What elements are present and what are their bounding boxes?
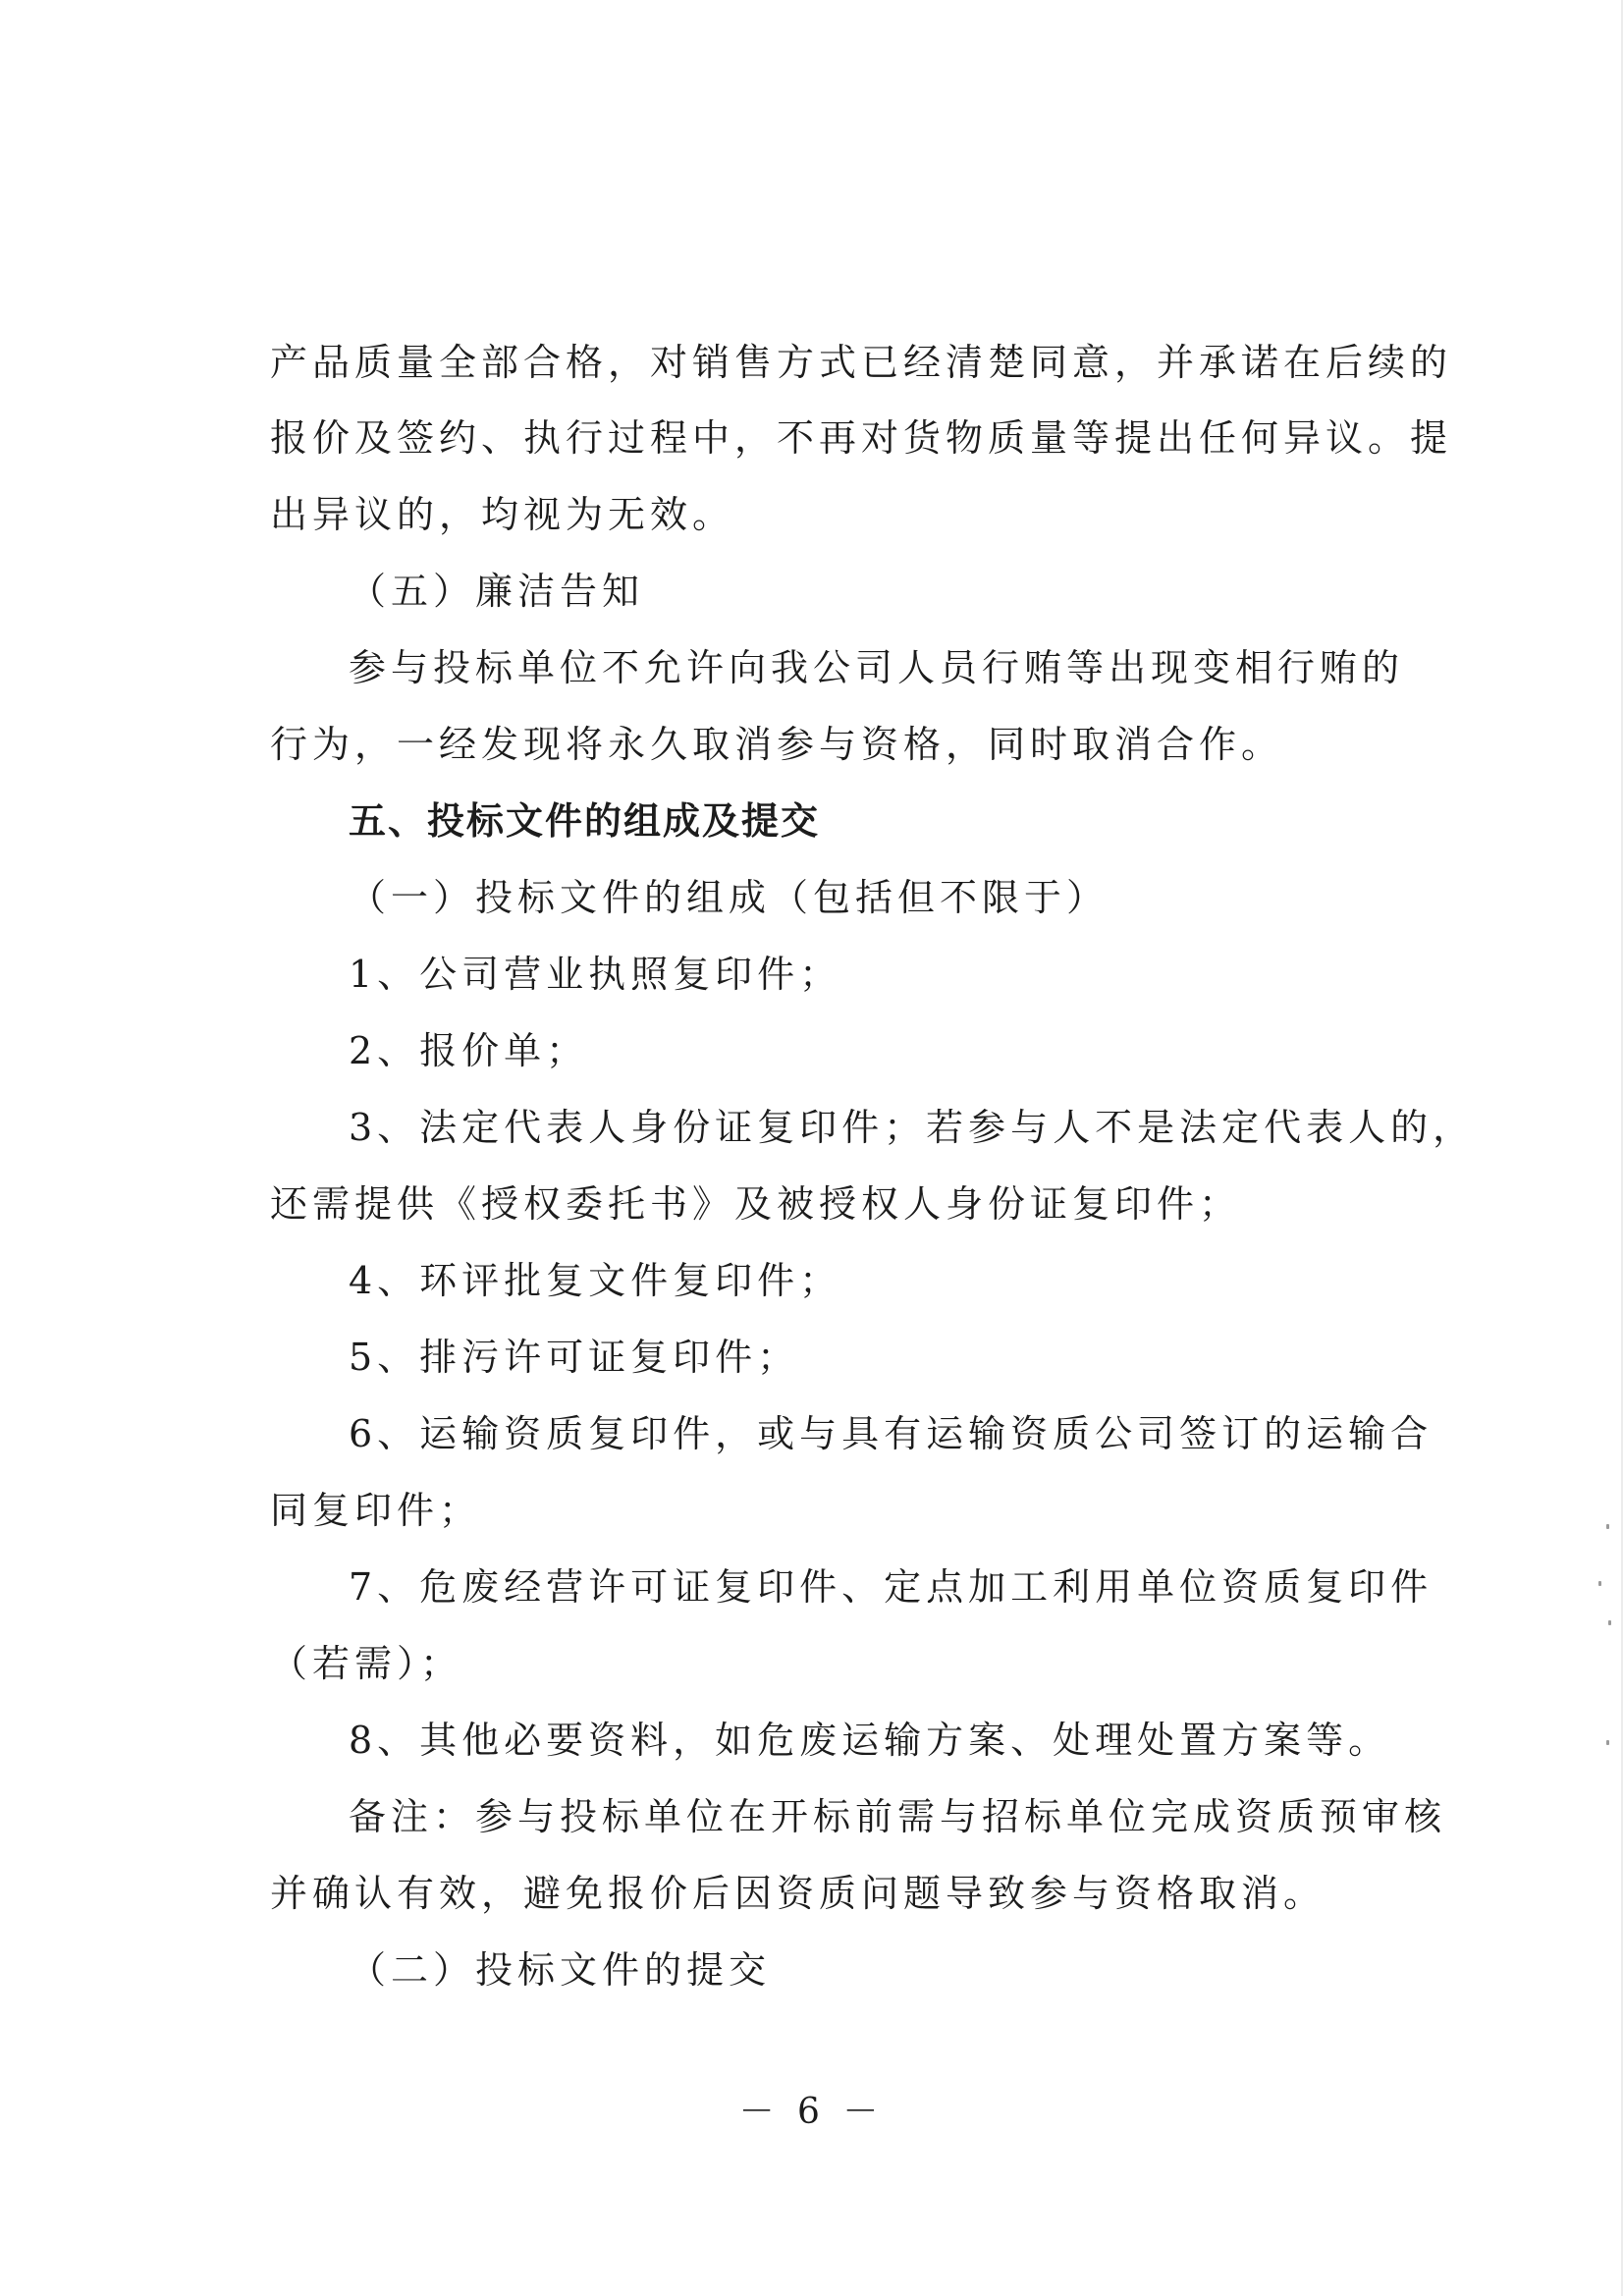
note-line: 备注：参与投标单位在开标前需与招标单位完成资质预审核 (349, 1795, 1447, 1838)
body-line: 参与投标单位不允许向我公司人员行贿等出现变相行贿的 (349, 646, 1405, 689)
subsection-heading: （一）投标文件的组成（包括但不限于） (349, 876, 1109, 919)
note-line: 并确认有效，避免报价后因资质问题导致参与资格取消。 (270, 1872, 1326, 1915)
subsection-heading: （二）投标文件的提交 (349, 1948, 772, 1992)
list-item: 2、报价单； (349, 1029, 589, 1072)
page-number: － 6 － (738, 2092, 885, 2132)
list-item: 7、危废经营许可证复印件、定点加工利用单位资质复印件 (349, 1565, 1434, 1609)
list-item: 5、排污许可证复印件； (349, 1336, 800, 1379)
body-line: 行为，一经发现将永久取消参与资格，同时取消合作。 (270, 723, 1284, 766)
list-item: 1、公司营业执照复印件； (349, 953, 842, 996)
list-item: 6、运输资质复印件，或与具有运输资质公司签订的运输合 (349, 1412, 1434, 1455)
list-item: 8、其他必要资料，如危废运输方案、处理处置方案等。 (349, 1719, 1391, 1762)
list-item: 4、环评批复文件复印件； (349, 1259, 842, 1302)
scan-speck (1608, 1620, 1611, 1625)
section-heading: 五、投标文件的组成及提交 (349, 799, 821, 843)
list-item-continuation: （若需）； (270, 1642, 463, 1685)
body-line: 报价及签约、执行过程中，不再对货物质量等提出任何异议。提 (270, 416, 1453, 460)
body-line: 产品质量全部合格，对销售方式已经清楚同意，并承诺在后续的 (270, 341, 1453, 384)
scan-speck (1606, 1740, 1609, 1745)
list-item-continuation: 同复印件； (270, 1489, 482, 1532)
body-line: 出异议的，均视为无效。 (270, 493, 735, 536)
list-item: 3、法定代表人身份证复印件；若参与人不是法定代表人的， (349, 1106, 1476, 1149)
scan-speck (1598, 1581, 1601, 1586)
scan-speck (1606, 1524, 1609, 1529)
list-item-continuation: 还需提供《授权委托书》及被授权人身份证复印件； (270, 1182, 1242, 1226)
subsection-heading: （五）廉洁告知 (349, 570, 645, 613)
